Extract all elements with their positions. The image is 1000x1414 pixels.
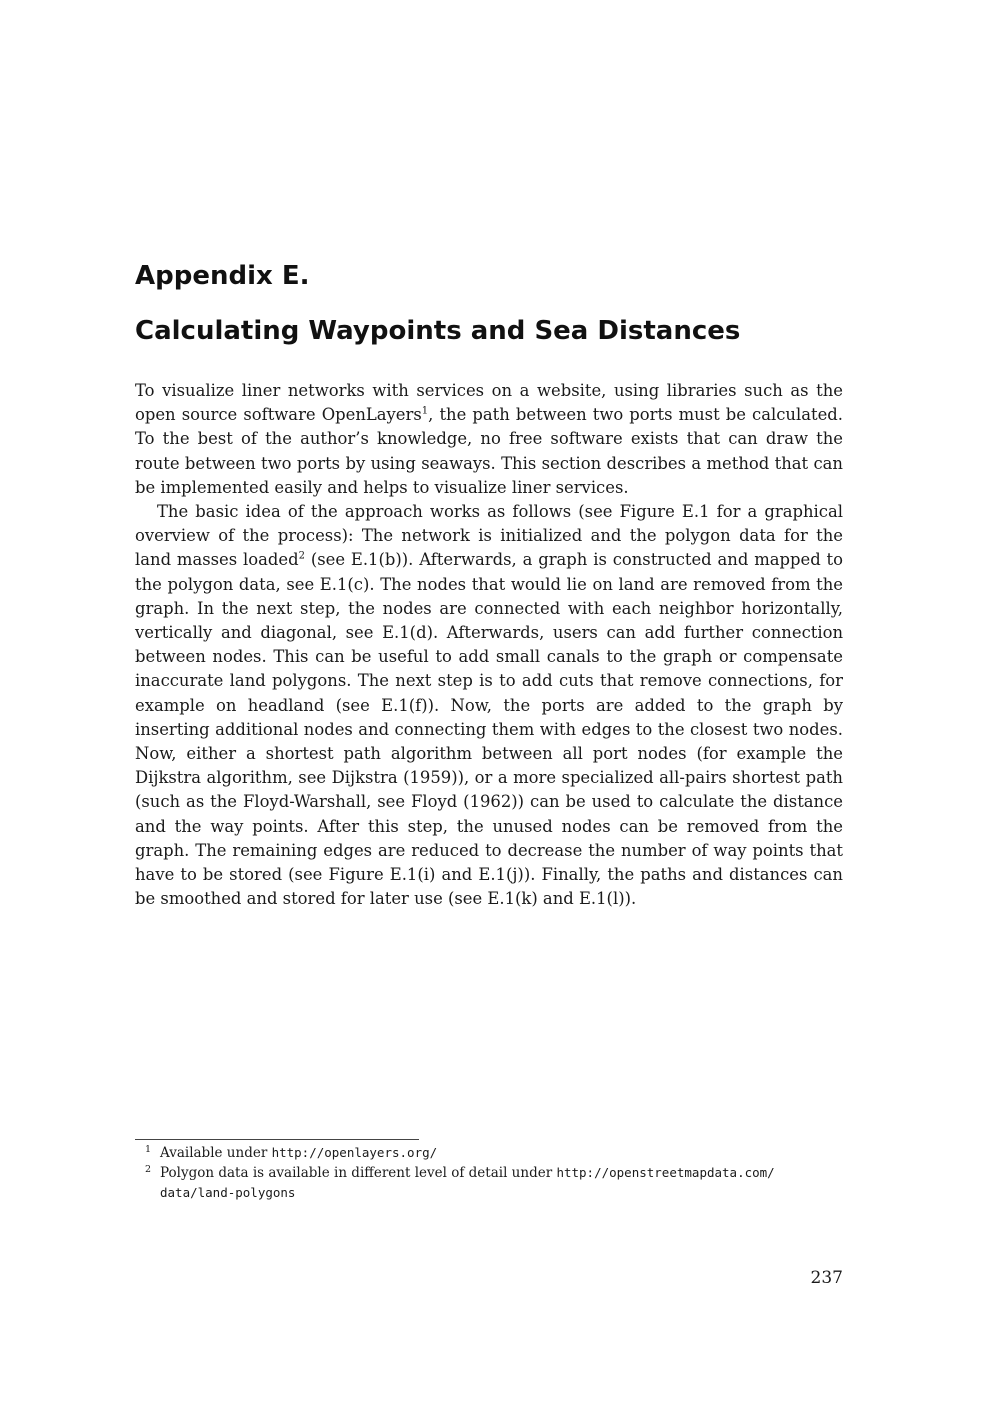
paragraph [135,500,843,911]
paragraph-text: , the path between two ports must be calculated. To the best of the author’s knowledge, no free software exists that can draw the route between two ports by using seaways. This section describes a method that can be implemented easily and helps to visualize liner services. [135,405,843,497]
paragraph-text: To visualize liner networks with services on a website, using libraries such as the open source software OpenLayers [135,381,843,425]
footnotes [135,1143,843,1203]
appendix-label: Appendix E. [135,261,310,291]
paragraph-text: The basic idea of the approach works as follows (see Figure E.1 for a graphical overview of the process): The network is initialized and the polygon data for the land masses loaded [135,502,843,570]
footnote-reference[interactable]: 2 [298,550,305,562]
footnote-text: Polygon data is available in different level of detail under [160,1165,557,1181]
footnote-reference[interactable]: 1 [421,405,429,417]
footnote-link[interactable]: http://openlayers.org/ [271,1145,438,1160]
body-text [135,379,843,911]
footnote-mark: 2 [145,1164,152,1175]
appendix-title: Calculating Waypoints and Sea Distances [135,316,741,346]
footnote-text: Available under [160,1145,272,1161]
footnote [135,1143,843,1163]
footnote-mark: 1 [145,1144,152,1155]
footnote-link[interactable]: http://openstreetmapdata.com/ data/land-polygons [160,1165,775,1200]
paragraph-text: (see E.1(b)). Afterwards, a graph is constructed and mapped to the polygon data, see E.1(c). The nodes that would lie on land are removed from the graph. In the next step, the nodes are connected with each neighbor horizontally, vertically and diagonal, see E.1(d). Afterwards, users can add further connection between nodes. This can be useful to add small canals to the graph or compensate inaccurate land polygons. The next step is to add cuts that remove connections, for example on headland (see E.1(f)). Now, the ports are added to the graph by inserting additional nodes and connecting them with edges to the closest two nodes. Now, either a shortest path algorithm between all port nodes (for example the Dijkstra algorithm, see Dijkstra (1959)), or a more specialized all-pairs shortest path (such as the Floyd-Warshall, see Floyd (1962)) can be used to calculate the distance and the way points. After this step, the unused nodes can be removed from the graph. The remaining edges are reduced to decrease the number of way points that have to be stored (see Figure E.1(i) and E.1(j)). Finally, the paths and distances can be smoothed and stored for later use (see E.1(k) and E.1(l)). [135,550,843,909]
footnote-divider [135,1139,419,1140]
footnote [135,1163,843,1203]
page-number: 237 [810,1268,843,1288]
paragraph [135,379,843,500]
